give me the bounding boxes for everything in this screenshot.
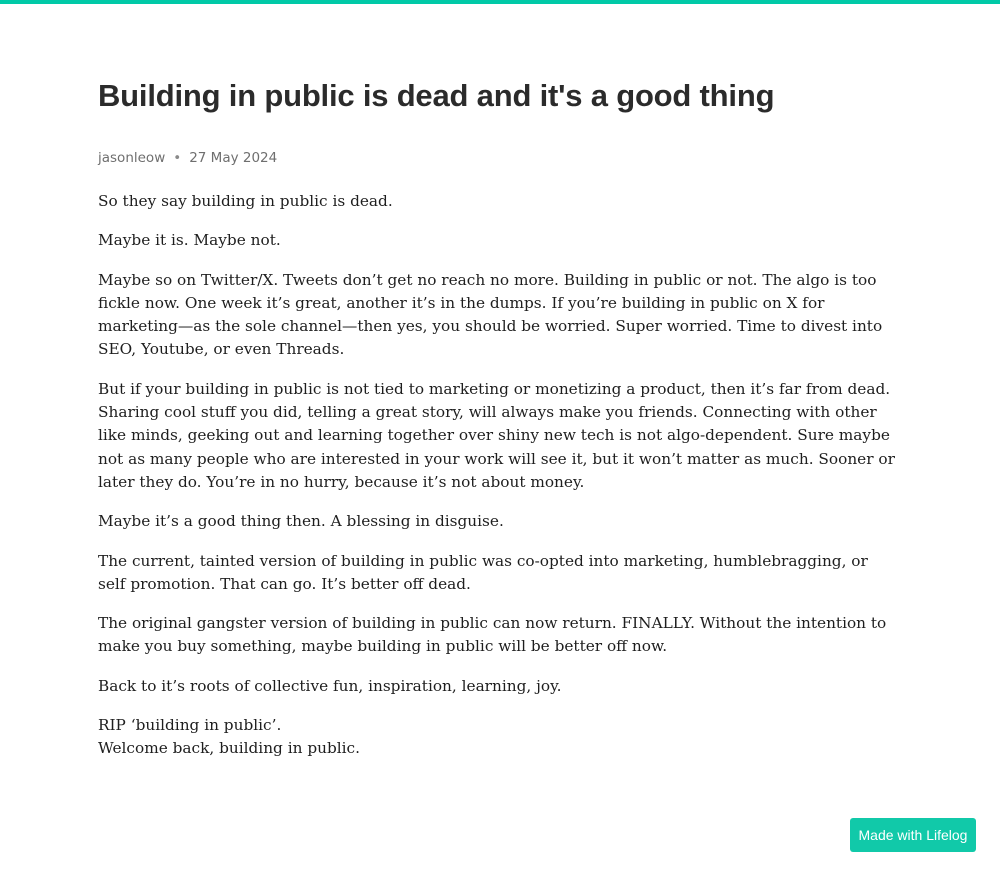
paragraph: The original gangster version of building in public can now return. FINALLY. Without the intention to make you buy something, maybe building in public will be better off now.	[98, 614, 887, 656]
made-with-lifelog-button[interactable]: Made with Lifelog	[850, 818, 976, 852]
meta-separator: •	[173, 150, 182, 166]
top-accent-bar	[0, 0, 1000, 4]
paragraph: Maybe so on Twitter/X. Tweets don’t get no reach no more. Building in public or not. The algo is too fickle now. One week it’s great, another it’s in the dumps. If you’re building in public on X for marketing—as the sole channel—then yes, you should be worried. Super worried. Time to divest into SEO, Youtube, or even Threads.	[98, 270, 883, 359]
closing-line: RIP ‘building in public’.	[98, 716, 282, 735]
article-body	[98, 190, 898, 761]
article-title: Building in public is dead and it's a good thing	[98, 78, 775, 113]
closing-line: Welcome back, building in public.	[98, 739, 360, 758]
paragraph: The current, tainted version of building in public was co-opted into marketing, humblebragging, or self promotion. That can go. It’s better off dead.	[98, 551, 868, 593]
publish-date: 27 May 2024	[189, 150, 278, 166]
article	[98, 72, 898, 777]
paragraph: So they say building in public is dead.	[98, 192, 393, 210]
paragraph: Maybe it’s a good thing then. A blessing in disguise.	[98, 512, 504, 531]
article-meta	[98, 148, 898, 168]
paragraph: But if your building in public is not tied to marketing or monetizing a product, then it’s far from dead. Sharing cool stuff you did, telling a great story, will always make you friends. Connecting with other like minds, geeking out and learning together over shiny new tech is not algo-dependent. Sure maybe not as many people who are interested in your work will see it, but it won’t matter as much. Sooner or later they do. You’re in no hurry, because it’s not about money.	[98, 379, 895, 491]
author-name[interactable]: jasonleow	[98, 150, 166, 166]
paragraph: Maybe it is. Maybe not.	[98, 231, 281, 250]
paragraph: Back to it’s roots of collective fun, inspiration, learning, joy.	[98, 676, 562, 695]
closing-paragraph	[98, 714, 898, 761]
